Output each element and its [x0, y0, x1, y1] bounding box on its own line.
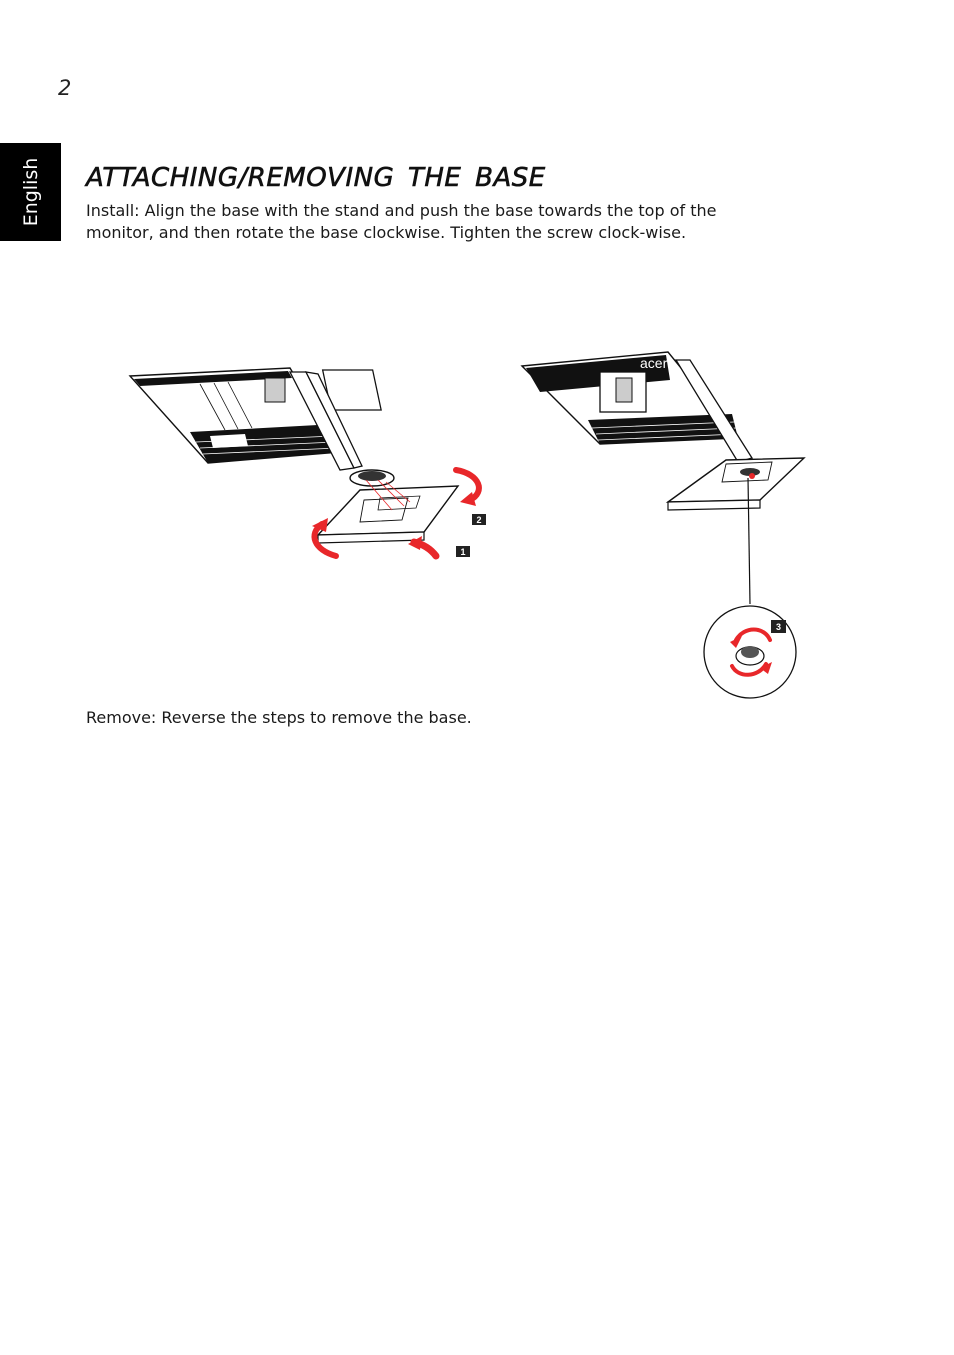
- page-number: 2: [58, 76, 72, 100]
- step-badge-3: [771, 620, 786, 633]
- monitor-back-right: [522, 352, 752, 462]
- svg-text:2: 2: [476, 515, 482, 525]
- language-tab-label: English: [19, 157, 42, 227]
- acer-logo: acer: [640, 355, 668, 371]
- svg-text:1: 1: [460, 547, 466, 557]
- base-plate-right: [668, 458, 804, 510]
- svg-text:3: 3: [775, 622, 782, 632]
- section-title: ATTACHING/REMOVING THE BASE: [86, 163, 546, 193]
- remove-instructions: Remove: Reverse the steps to remove the base.: [86, 708, 472, 727]
- install-instructions: Install: Align the base with the stand and push the base towards the top of the monitor, and then rotate the base clockwise. Tighten the screw clock-wise.: [86, 201, 717, 242]
- screw-detail-callout: [704, 606, 796, 698]
